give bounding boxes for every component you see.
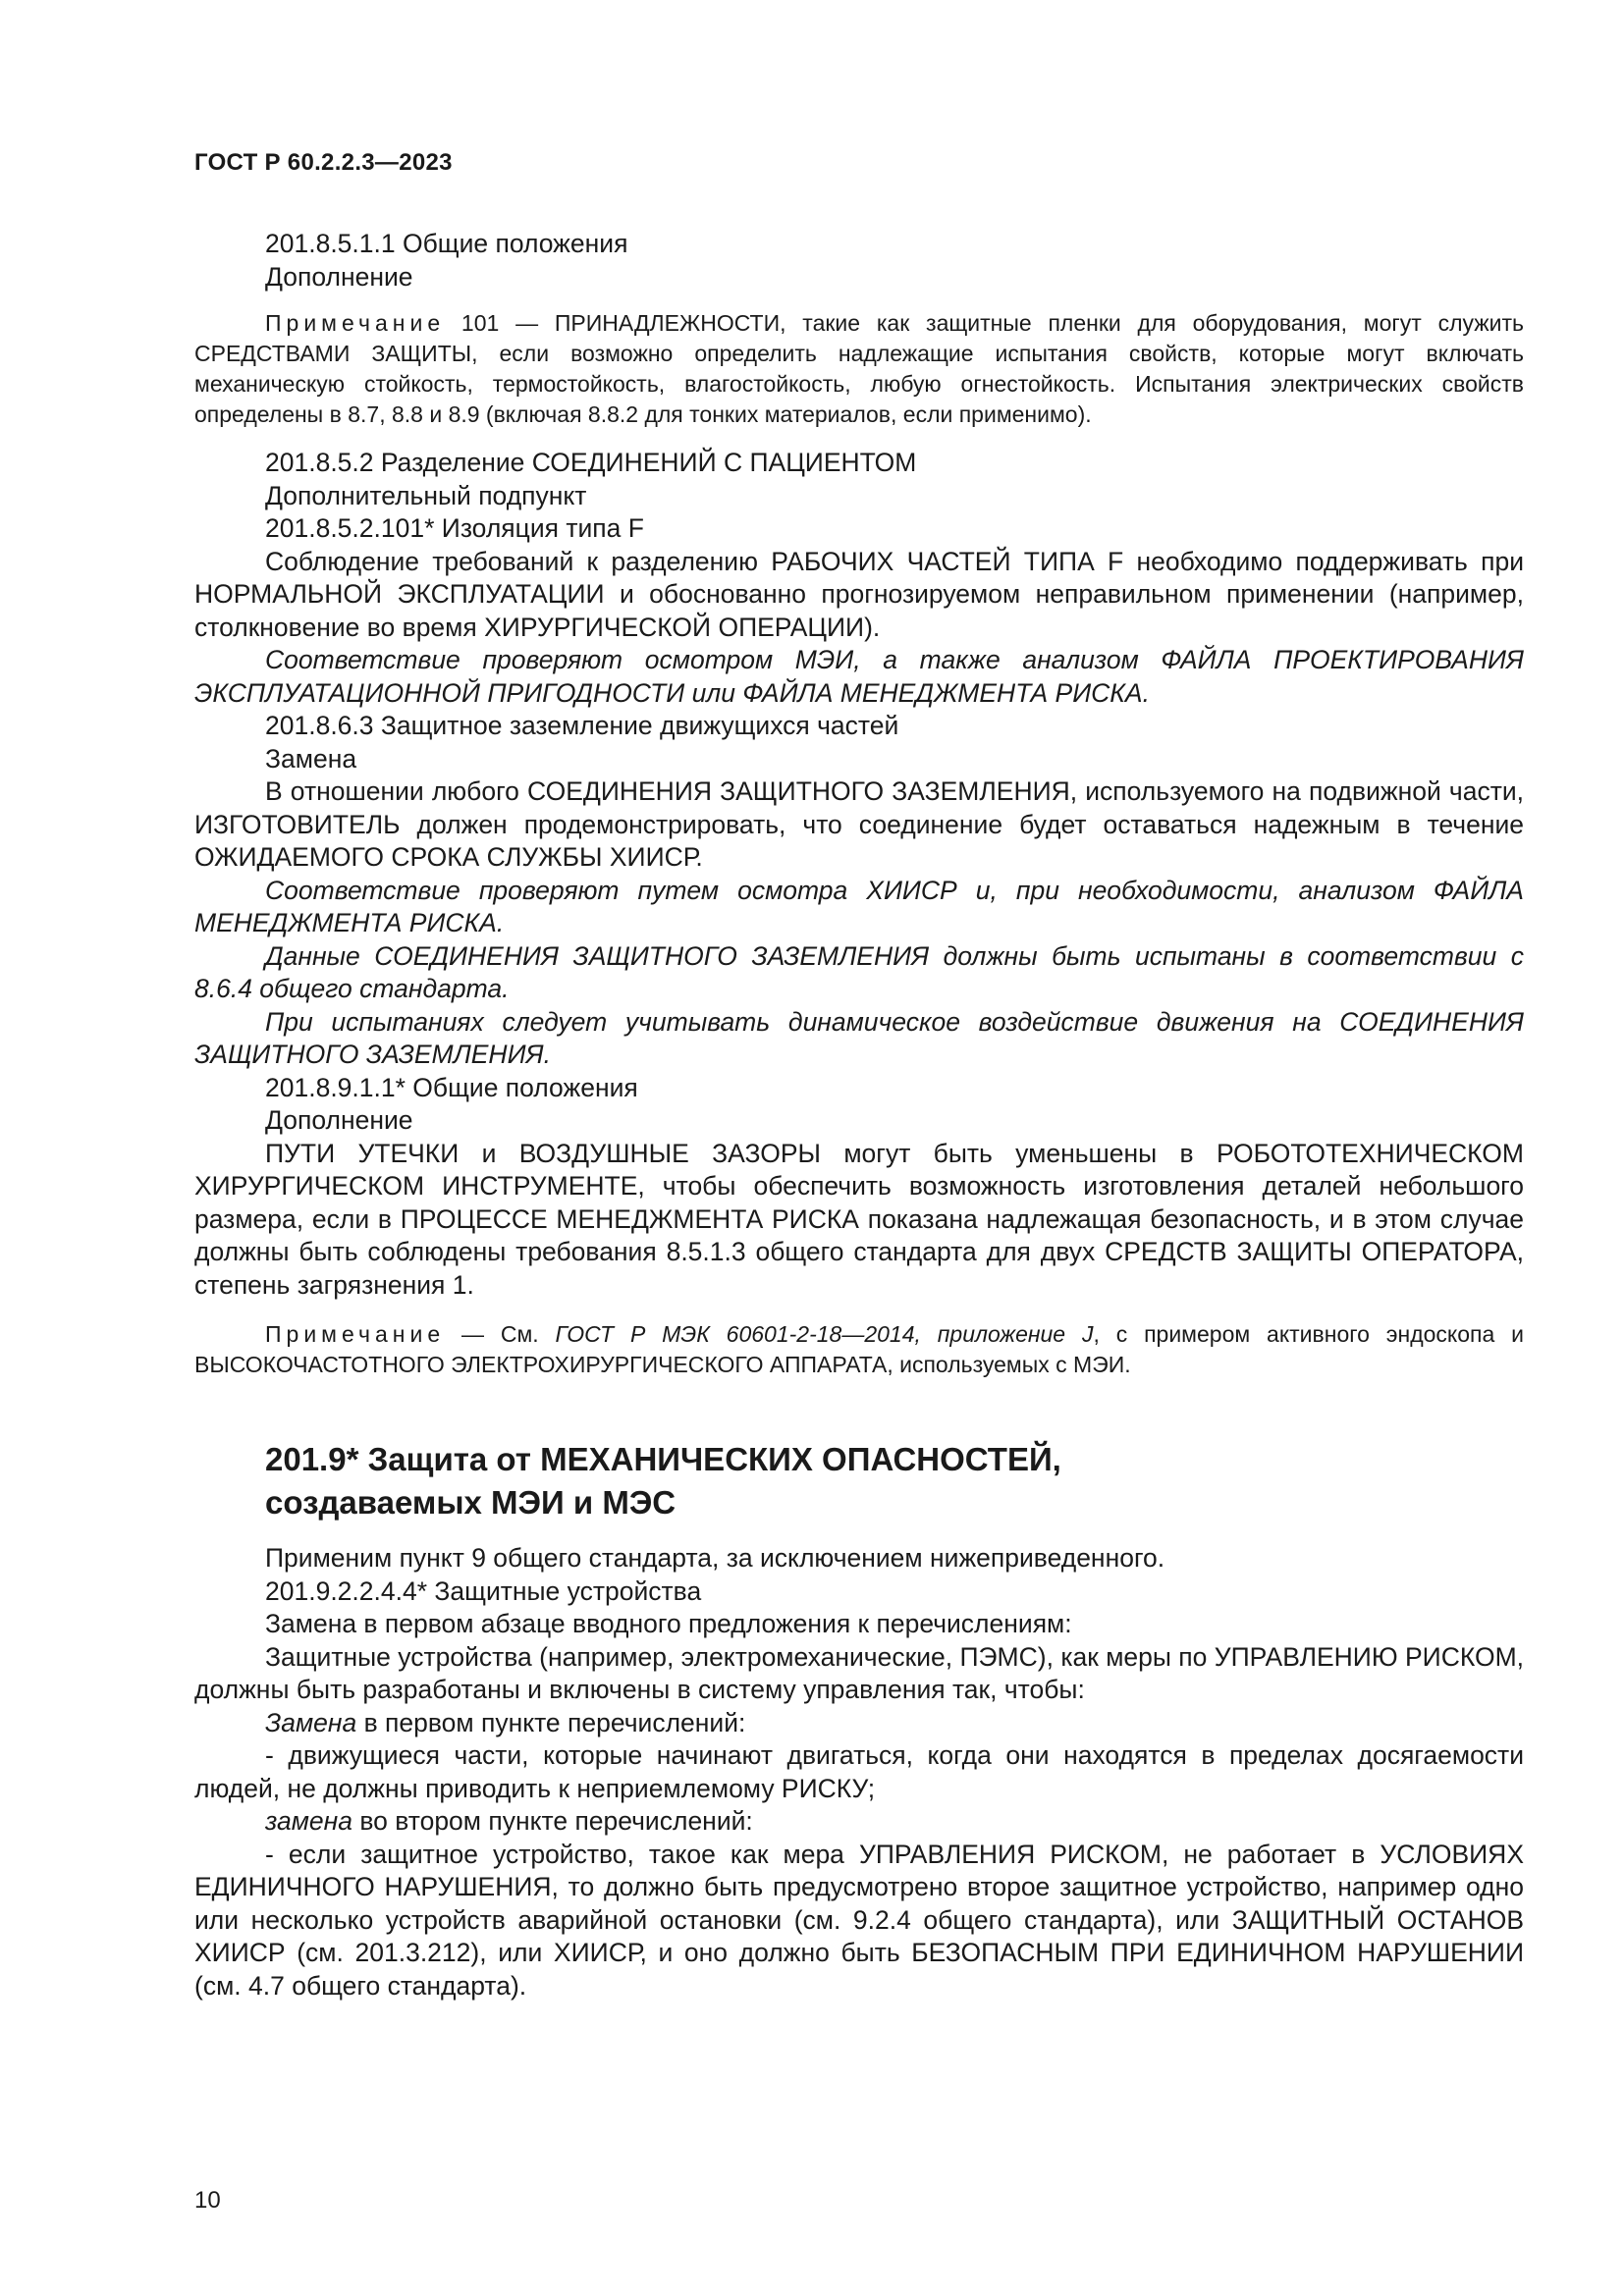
note-101 bbox=[194, 308, 1524, 430]
enumeration-intro bbox=[194, 1805, 1524, 1839]
compliance-paragraph: Соответствие проверяют путем осмотра ХИИСР и, при необходимости, анализом ФАЙЛА МЕНЕДЖМЕНТА РИСКА. bbox=[194, 875, 1524, 937]
body-paragraph: В отношении любого СОЕДИНЕНИЯ ЗАЩИТНОГО ЗАЗЕМЛЕНИЯ, используемого на подвижной части, ИЗГОТОВИТЕЛЬ должен продемонстрировать, что соединение будет оставаться надежным в течение ОЖИДАЕМОГО СРОКА СЛУЖБЫ ХИИСР. bbox=[194, 776, 1524, 872]
clause-heading: 201.8.9.1.1* Общие положения bbox=[265, 1072, 638, 1102]
body-paragraph: ПУТИ УТЕЧКИ и ВОЗДУШНЫЕ ЗАЗОРЫ могут быть уменьшены в РОБОТОТЕХНИЧЕСКОМ ХИРУРГИЧЕСКОМ ИНСТРУМЕНТЕ, чтобы обеспечить возможность изготовления деталей небольшого размера, если в ПРОЦЕССЕ МЕНЕДЖМЕНТА РИСКА показана надлежащая безопасность, и в этом случае должны быть соблюдены требования 8.5.1.3 общего стандарта для двух СРЕДСТВ ЗАЩИТЫ ОПЕРАТОРА, степень загрязнения 1. bbox=[194, 1138, 1524, 1300]
document-header: ГОСТ Р 60.2.2.3—2023 bbox=[194, 149, 453, 176]
note-label: Примечание bbox=[265, 1321, 446, 1347]
enumeration-intro-text: в первом пункте перечислений: bbox=[356, 1707, 746, 1737]
note-paragraph bbox=[194, 1319, 1524, 1380]
subclause-block-1 bbox=[194, 228, 1524, 294]
clause-modifier: Замена bbox=[265, 743, 357, 774]
clause-heading: 201.8.5.2 Разделение СОЕДИНЕНИЙ С ПАЦИЕНТОМ bbox=[265, 448, 917, 477]
subclause-block-3 bbox=[194, 1542, 1524, 2002]
note-standard-reference: ГОСТ Р МЭК 60601-2-18—2014, приложение J bbox=[555, 1321, 1094, 1347]
compliance-paragraph: Данные СОЕДИНЕНИЯ ЗАЩИТНОГО ЗАЗЕМЛЕНИЯ должны быть испытаны в соответствии с 8.6.4 общего стандарта. bbox=[194, 940, 1524, 1003]
page-number: 10 bbox=[194, 2187, 221, 2214]
clause-modifier: Дополнительный подпункт bbox=[265, 480, 587, 510]
clause-modifier: Замена в первом абзаце вводного предложения к перечислениям: bbox=[265, 1609, 1072, 1638]
section-title-line: создаваемых МЭИ и МЭС bbox=[265, 1484, 677, 1521]
note-text: , с примером активного эндоскопа и ВЫСОКОЧАСТОТНОГО ЭЛЕКТРОХИРУРГИЧЕСКОГО АППАРАТА, используемых с МЭИ. bbox=[194, 1321, 1525, 1377]
note-reference bbox=[194, 1319, 1524, 1380]
list-item: - движущиеся части, которые начинают двигаться, когда они находятся в пределах досягаемости людей, не должны приводить к неприемлемому РИСКУ; bbox=[194, 1740, 1524, 1803]
clause-heading: 201.9.2.2.4.4* Защитные устройства bbox=[265, 1575, 702, 1606]
clause-modifier: Дополнение bbox=[265, 1105, 413, 1135]
section-heading bbox=[194, 1438, 1524, 1524]
body-paragraph: Защитные устройства (например, электромеханические, ПЭМС), как меры по УПРАВЛЕНИЮ РИСКОМ, должны быть разработаны и включены в систему управления так, чтобы: bbox=[194, 1641, 1525, 1704]
compliance-paragraph: При испытаниях следует учитывать динамическое воздействие движения на СОЕДИНЕНИЯ ЗАЩИТНОГО ЗАЗЕМЛЕНИЯ. bbox=[194, 1006, 1524, 1069]
clause-heading: 201.8.5.2.101* Изоляция типа F bbox=[265, 513, 644, 543]
emphasis-word: Замена bbox=[265, 1707, 357, 1737]
compliance-paragraph: Соответствие проверяют осмотром МЭИ, а также анализом ФАЙЛА ПРОЕКТИРОВАНИЯ ЭКСПЛУАТАЦИОННОЙ ПРИГОДНОСТИ или ФАЙЛА МЕНЕДЖМЕНТА РИСКА. bbox=[194, 645, 1524, 708]
subclause-block-2 bbox=[194, 447, 1524, 1302]
section-title bbox=[194, 1438, 1524, 1524]
clause-modifier: Дополнение bbox=[265, 261, 413, 292]
clause-heading: 201.8.6.3 Защитное заземление движущихся частей bbox=[265, 711, 899, 740]
section-title-line: 201.9* Защита от МЕХАНИЧЕСКИХ ОПАСНОСТЕЙ, bbox=[265, 1441, 1061, 1477]
note-text: — См. bbox=[445, 1321, 556, 1347]
clause-heading: 201.8.5.1.1 Общие положения bbox=[265, 229, 628, 258]
emphasis-word: замена bbox=[265, 1806, 352, 1836]
list-item: - если защитное устройство, такое как мера УПРАВЛЕНИЯ РИСКОМ, не работает в УСЛОВИЯХ ЕДИНИЧНОГО НАРУШЕНИЯ, то должно быть предусмотрено второе защитное устройство, например одно или несколько устройств аварийной остановки (см. 9.2.4 общего стандарта), или ЗАЩИТНЫЙ ОСТАНОВ ХИИСР (см. 201.3.212), или ХИИСР, и оно должно быть БЕЗОПАСНЫМ ПРИ ЕДИНИЧНОМ НАРУШЕНИИ (см. 4.7 общего стандарта). bbox=[194, 1839, 1524, 2001]
body-paragraph: Применим пункт 9 общего стандарта, за исключением нижеприведенного. bbox=[265, 1543, 1165, 1573]
body-paragraph: Соблюдение требований к разделению РАБОЧИХ ЧАСТЕЙ ТИПА F необходимо поддерживать при НОРМАЛЬНОЙ ЭКСПЛУАТАЦИИ и обоснованно прогнозируемом неправильном применении (например, столкновение во время ХИРУРГИЧЕСКОЙ ОПЕРАЦИИ). bbox=[194, 546, 1524, 642]
note-paragraph bbox=[194, 308, 1524, 430]
enumeration-intro-text: во втором пункте перечислений: bbox=[352, 1806, 753, 1836]
note-label: Примечание bbox=[265, 310, 446, 336]
note-text: 101 — ПРИНАДЛЕЖНОСТИ, такие как защитные пленки для оборудования, могут служить СРЕДСТВАМИ ЗАЩИТЫ, если возможно определить надлежащие испытания свойств, которые могут включать механическую стойкость, термостойкость, влагостойкость, любую огнестойкость. Испытания электрических свойств определены в 8.7, 8.8 и 8.9 (включая 8.8.2 для тонких материалов, если применимо). bbox=[194, 310, 1524, 427]
enumeration-intro bbox=[194, 1707, 1524, 1740]
